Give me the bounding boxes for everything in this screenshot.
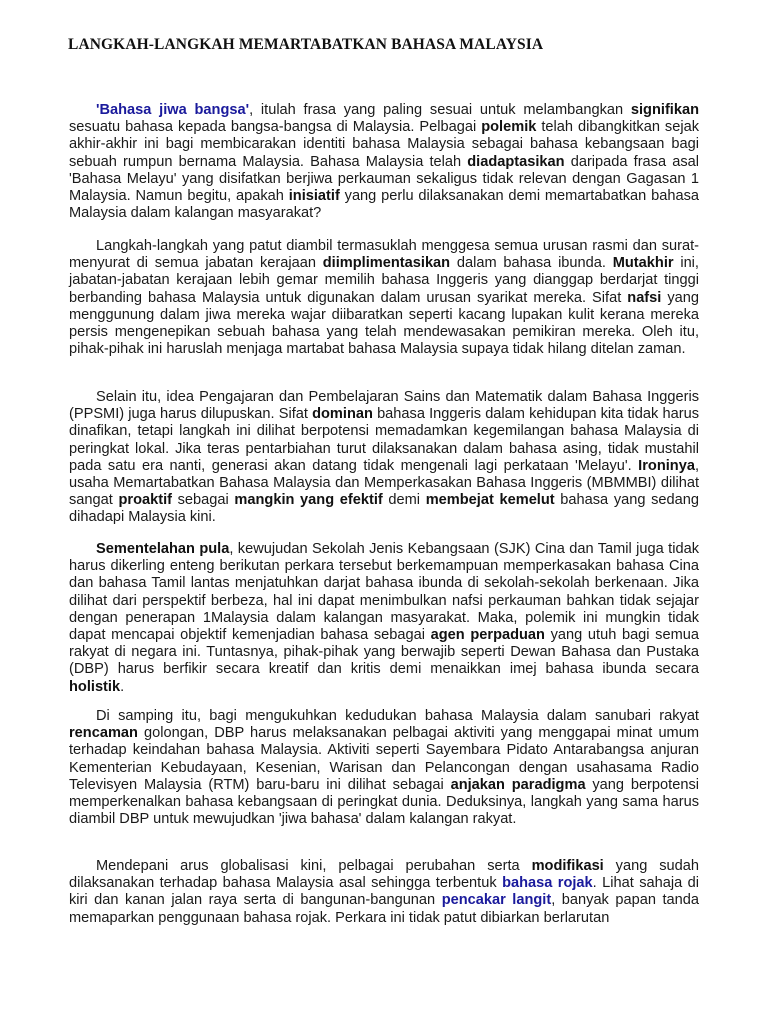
text-run: ini, jabatan-jabatan kerajaan lebih gemar memilih bahasa Inggeris yang dianggap berdarjat tinggi berbanding bahasa Malaysia untuk digunakan dalam urusan syarikat mereka. Sifat [69, 255, 699, 306]
bold-term: Mutakhir [612, 255, 674, 272]
text-run: yang berpotensi memperkenalkan bahasa kebangsaan di peringkat dunia. Deduksinya, langkah yang sama harus diambil DBP untuk mewujudkan 'jiwa bahasa' dalam kalangan rakyat. [69, 776, 699, 828]
paragraph-2 [69, 238, 699, 358]
text-run: Di samping itu, bagi mengukuhkan kedudukan bahasa Malaysia dalam sanubari rakyat [96, 708, 699, 724]
text-run: yang menggunung dalam jiwa mereka wajar diibaratkan seperti kacang lupakan kulit kerana mereka persis mengenepikan sebuah bahasa yang telah mendewasakan pemikiran mereka. Oleh itu, pihak-pihak ini haruslah menjaga martabat bahasa Malaysia supaya tidak hilang ditelan zaman. [69, 289, 700, 358]
bold-term: modifikasi [531, 858, 604, 874]
paragraph-6 [69, 858, 699, 927]
text-run: Selain itu, idea Pengajaran dan Pembelajaran Sains dan Matematik dalam Bahasa Inggeris (PPSMI) juga harus dilupuskan. Sifat [69, 389, 699, 423]
bold-term: nafsi [627, 289, 662, 306]
text-run: Mendepani arus globalisasi kini, pelbagai perubahan serta [96, 858, 532, 874]
bold-term: holistik [69, 678, 121, 695]
text-run: sebagai [171, 492, 235, 509]
text-run: yang sudah dilaksanakan terhadap bahasa Malaysia asal sehingga terbentuk [69, 858, 699, 892]
text-run: dalam bahasa ibunda. [450, 255, 613, 272]
bold-term: anjakan paradigma [450, 776, 586, 793]
text-run: yang utuh bagi semua rakyat di negara ini. Tuntasnya, pihak-pihak yang berwajib seperti Dewan Bahasa dan Pustaka (DBP) harus berfikir secara kreatif dan kritis demi menaikkan imej bahasa ibunda secara [69, 627, 699, 678]
text-run: , itulah frasa yang paling sesuai untuk melambangkan [249, 102, 631, 118]
text-run: bahasa yang sedang dihadapi Malaysia kini. [69, 492, 699, 526]
text-run: , usaha Memartabatkan Bahasa Malaysia dan Memperkasakan Bahasa Inggeris (MBMMBI) dilihat sangat [69, 457, 699, 509]
text-run: , banyak papan tanda memaparkan penggunaan bahasa rojak. Perkara ini tidak patut dibiarkan berlarutan [69, 892, 700, 926]
highlighted-term: 'Bahasa jiwa bangsa' [96, 102, 250, 118]
text-run: telah dibangkitkan sejak akhir-akhir ini bagi membicarakan identiti bahasa Malaysia sebagai bahasa kebangsaan bagi sebuah rumpun bernama Malaysia. Bahasa Malaysia telah [69, 119, 700, 170]
bold-term: mangkin yang efektif [234, 492, 383, 509]
bold-term: proaktif [118, 492, 172, 509]
bold-term: Sementelahan pula [96, 541, 230, 557]
bold-term: inisiatif [288, 188, 340, 205]
bold-term: Ironinya [638, 457, 695, 474]
text-run: . [120, 678, 125, 695]
text-run: demi [382, 492, 426, 509]
bold-term: agen perpaduan [430, 627, 545, 644]
bold-term: rencaman [69, 725, 138, 742]
bold-term: signifikan [630, 102, 700, 118]
bold-term: membejat kemelut [425, 492, 555, 509]
text-run: , kewujudan Sekolah Jenis Kebangsaan (SJK) Cina dan Tamil juga tidak harus dikerling enteng berikutan perkara tersebut berkemampuan memperkasakan bahasa Cina dan bahasa Tamil lantas menjatuhkan darjat bahasa ibunda di sekolah-sekolah berkenaan. Jika dilihat dari perspektif berbeza, hal ini dapat menimbulkan nafsi perkauman bahkan tidak sejajar dengan penerapan 1Malaysia dalam kalangan masyarakat. Maka, polemik ini mungkin tidak dapat mencapai objektif kemenjadian bahasa sebagai [69, 541, 699, 644]
bold-term: polemik [481, 119, 537, 136]
paragraph-4 [69, 541, 699, 696]
paragraph-1 [69, 102, 699, 222]
bold-term: diimplimentasikan [322, 255, 451, 272]
paragraph-5 [69, 708, 699, 828]
text-run: Langkah-langkah yang patut diambil termasuklah menggesa semua urusan rasmi dan surat-menyurat di semua jabatan kerajaan [69, 238, 699, 272]
text-run: . Lihat sahaja di kiri dan kanan jalan raya serta di bangunan-bangunan [69, 875, 699, 909]
text-run: yang perlu dilaksanakan demi memartabatkan bahasa Malaysia dalam kalangan masyarakat? [69, 188, 699, 222]
text-run: golongan, DBP harus melaksanakan pelbagai aktiviti yang menggapai minat umum terhadap keindahan bahasa Malaysia. Aktiviti seperti Sayembara Pidato Antarabangsa anjuran Kementerian Kebudayaan, Kesenian, Warisan dan Pelancongan dengan usahasama Radio Televisyen Malaysia (RTM) baru-baru ini dilihat sebagai [69, 725, 699, 793]
text-run: bahasa Inggeris dalam kehidupan kita tidak harus dinafikan, tetapi langkah ini dilihat berpotensi memadamkan kegemilangan bahasa Malaysia di peringkat lokal. Jika teras pentarbiahan turut dilaksanakan dalam bahasa asing, tidak mustahil pada satu era nanti, generasi akan datang tidak mengenali lagi perkataan 'Melayu'. [69, 406, 699, 474]
text-run: sesuatu bahasa kepada bangsa-bangsa di Malaysia. Pelbagai [69, 119, 482, 136]
text-run: daripada frasa asal 'Bahasa Melayu' yang disifatkan berjiwa perkauman sekaligus tidak relevan dengan Gagasan 1 Malaysia. Namun begitu, apakah [69, 153, 699, 205]
paragraph-3 [69, 389, 699, 527]
highlighted-term: pencakar langit [441, 892, 552, 909]
bold-term: dominan [312, 406, 373, 423]
bold-term: diadaptasikan [467, 153, 565, 170]
document-title: LANGKAH-LANGKAH MEMARTABATKAN BAHASA MALAYSIA [68, 36, 544, 53]
highlighted-term: bahasa rojak [502, 875, 593, 892]
